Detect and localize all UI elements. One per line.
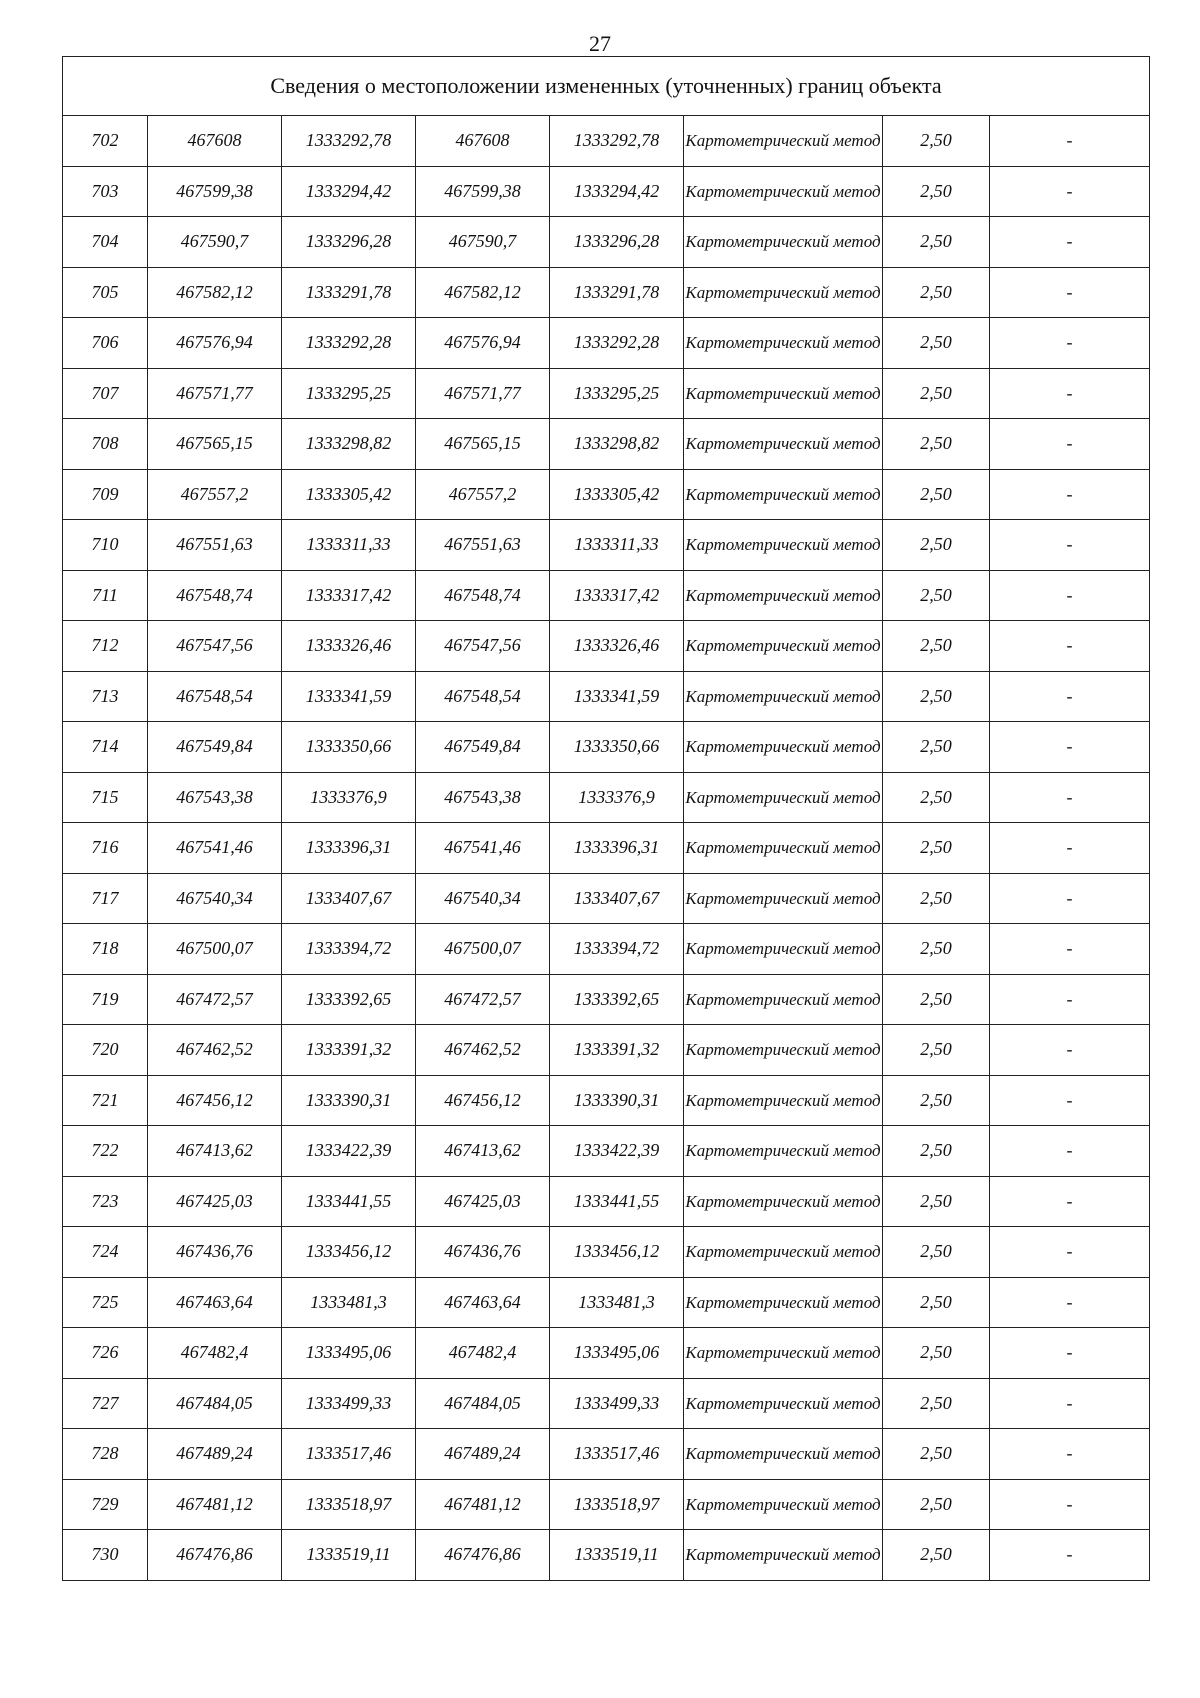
- y-old-cell: 1333298,82: [282, 419, 416, 470]
- x-old-cell: 467543,38: [148, 772, 282, 823]
- page-number: 27: [589, 31, 611, 56]
- x-new-cell: 467481,12: [416, 1479, 550, 1530]
- description-cell: -: [990, 823, 1150, 874]
- description-cell: -: [990, 1277, 1150, 1328]
- description-cell: -: [990, 217, 1150, 268]
- x-old-cell: 467500,07: [148, 924, 282, 975]
- x-new-cell: 467547,56: [416, 621, 550, 672]
- y-new-cell: 1333292,78: [550, 116, 684, 167]
- description-cell: -: [990, 570, 1150, 621]
- method-cell: Картометрический метод: [684, 217, 883, 268]
- x-old-cell: 467565,15: [148, 419, 282, 470]
- x-new-cell: 467541,46: [416, 823, 550, 874]
- accuracy-cell: 2,50: [883, 520, 990, 571]
- description-cell: -: [990, 722, 1150, 773]
- point-number-cell: 720: [63, 1025, 148, 1076]
- y-old-cell: 1333519,11: [282, 1530, 416, 1581]
- y-old-cell: 1333394,72: [282, 924, 416, 975]
- point-number-cell: 729: [63, 1479, 148, 1530]
- point-number-cell: 715: [63, 772, 148, 823]
- x-old-cell: 467482,4: [148, 1328, 282, 1379]
- x-old-cell: 467484,05: [148, 1378, 282, 1429]
- accuracy-cell: 2,50: [883, 116, 990, 167]
- point-number-cell: 709: [63, 469, 148, 520]
- point-number-cell: 728: [63, 1429, 148, 1480]
- y-old-cell: 1333292,28: [282, 318, 416, 369]
- description-cell: -: [990, 166, 1150, 217]
- accuracy-cell: 2,50: [883, 1075, 990, 1126]
- method-cell: Картометрический метод: [684, 520, 883, 571]
- x-old-cell: 467571,77: [148, 368, 282, 419]
- table-row: [63, 267, 1150, 318]
- point-number-cell: 711: [63, 570, 148, 621]
- x-new-cell: 467476,86: [416, 1530, 550, 1581]
- table-row: [63, 974, 1150, 1025]
- accuracy-cell: 2,50: [883, 318, 990, 369]
- table-row: [63, 722, 1150, 773]
- method-cell: Картометрический метод: [684, 772, 883, 823]
- x-old-cell: 467576,94: [148, 318, 282, 369]
- x-new-cell: 467543,38: [416, 772, 550, 823]
- x-old-cell: 467413,62: [148, 1126, 282, 1177]
- x-new-cell: 467590,7: [416, 217, 550, 268]
- y-old-cell: 1333294,42: [282, 166, 416, 217]
- point-number-cell: 706: [63, 318, 148, 369]
- method-cell: Картометрический метод: [684, 116, 883, 167]
- x-old-cell: 467489,24: [148, 1429, 282, 1480]
- table-row: [63, 116, 1150, 167]
- point-number-cell: 717: [63, 873, 148, 924]
- method-cell: Картометрический метод: [684, 1429, 883, 1480]
- description-cell: -: [990, 1378, 1150, 1429]
- x-old-cell: 467547,56: [148, 621, 282, 672]
- point-number-cell: 702: [63, 116, 148, 167]
- x-old-cell: 467599,38: [148, 166, 282, 217]
- method-cell: Картометрический метод: [684, 873, 883, 924]
- y-new-cell: 1333396,31: [550, 823, 684, 874]
- x-new-cell: 467425,03: [416, 1176, 550, 1227]
- table-row: [63, 1227, 1150, 1278]
- method-cell: Картометрический метод: [684, 1530, 883, 1581]
- y-old-cell: 1333422,39: [282, 1126, 416, 1177]
- y-old-cell: 1333499,33: [282, 1378, 416, 1429]
- accuracy-cell: 2,50: [883, 1277, 990, 1328]
- description-cell: -: [990, 116, 1150, 167]
- x-old-cell: 467540,34: [148, 873, 282, 924]
- y-new-cell: 1333495,06: [550, 1328, 684, 1379]
- x-new-cell: 467413,62: [416, 1126, 550, 1177]
- y-new-cell: 1333298,82: [550, 419, 684, 470]
- y-new-cell: 1333390,31: [550, 1075, 684, 1126]
- y-old-cell: 1333376,9: [282, 772, 416, 823]
- y-new-cell: 1333292,28: [550, 318, 684, 369]
- y-old-cell: 1333481,3: [282, 1277, 416, 1328]
- description-cell: -: [990, 974, 1150, 1025]
- description-cell: -: [990, 671, 1150, 722]
- x-new-cell: 467571,77: [416, 368, 550, 419]
- y-new-cell: 1333392,65: [550, 974, 684, 1025]
- y-old-cell: 1333441,55: [282, 1176, 416, 1227]
- point-number-cell: 719: [63, 974, 148, 1025]
- point-number-cell: 723: [63, 1176, 148, 1227]
- y-old-cell: 1333517,46: [282, 1429, 416, 1480]
- table-row: [63, 671, 1150, 722]
- description-cell: -: [990, 1530, 1150, 1581]
- x-new-cell: 467462,52: [416, 1025, 550, 1076]
- y-new-cell: 1333311,33: [550, 520, 684, 571]
- description-cell: -: [990, 621, 1150, 672]
- accuracy-cell: 2,50: [883, 722, 990, 773]
- x-new-cell: 467551,63: [416, 520, 550, 571]
- description-cell: -: [990, 318, 1150, 369]
- y-new-cell: 1333326,46: [550, 621, 684, 672]
- method-cell: Картометрический метод: [684, 1025, 883, 1076]
- accuracy-cell: 2,50: [883, 570, 990, 621]
- x-new-cell: 467482,4: [416, 1328, 550, 1379]
- description-cell: -: [990, 772, 1150, 823]
- accuracy-cell: 2,50: [883, 1328, 990, 1379]
- x-old-cell: 467425,03: [148, 1176, 282, 1227]
- description-cell: -: [990, 1429, 1150, 1480]
- x-new-cell: 467540,34: [416, 873, 550, 924]
- y-new-cell: 1333291,78: [550, 267, 684, 318]
- y-new-cell: 1333499,33: [550, 1378, 684, 1429]
- description-cell: -: [990, 419, 1150, 470]
- x-new-cell: 467548,54: [416, 671, 550, 722]
- description-cell: -: [990, 1075, 1150, 1126]
- accuracy-cell: 2,50: [883, 1479, 990, 1530]
- x-old-cell: 467481,12: [148, 1479, 282, 1530]
- y-old-cell: 1333390,31: [282, 1075, 416, 1126]
- x-new-cell: 467549,84: [416, 722, 550, 773]
- x-old-cell: 467551,63: [148, 520, 282, 571]
- y-new-cell: 1333317,42: [550, 570, 684, 621]
- accuracy-cell: 2,50: [883, 671, 990, 722]
- x-old-cell: 467476,86: [148, 1530, 282, 1581]
- description-cell: -: [990, 1176, 1150, 1227]
- y-new-cell: 1333407,67: [550, 873, 684, 924]
- table-row: [63, 166, 1150, 217]
- method-cell: Картометрический метод: [684, 1328, 883, 1379]
- y-old-cell: 1333305,42: [282, 469, 416, 520]
- accuracy-cell: 2,50: [883, 823, 990, 874]
- table-row: [63, 570, 1150, 621]
- point-number-cell: 726: [63, 1328, 148, 1379]
- accuracy-cell: 2,50: [883, 419, 990, 470]
- description-cell: -: [990, 1126, 1150, 1177]
- method-cell: Картометрический метод: [684, 671, 883, 722]
- y-old-cell: 1333391,32: [282, 1025, 416, 1076]
- table-row: [63, 318, 1150, 369]
- y-old-cell: 1333392,65: [282, 974, 416, 1025]
- y-old-cell: 1333350,66: [282, 722, 416, 773]
- point-number-cell: 724: [63, 1227, 148, 1278]
- y-new-cell: 1333517,46: [550, 1429, 684, 1480]
- point-number-cell: 722: [63, 1126, 148, 1177]
- table-row: [63, 419, 1150, 470]
- point-number-cell: 725: [63, 1277, 148, 1328]
- y-new-cell: 1333341,59: [550, 671, 684, 722]
- table-row: [63, 1126, 1150, 1177]
- y-old-cell: 1333317,42: [282, 570, 416, 621]
- y-new-cell: 1333456,12: [550, 1227, 684, 1278]
- accuracy-cell: 2,50: [883, 1126, 990, 1177]
- accuracy-cell: 2,50: [883, 924, 990, 975]
- method-cell: Картометрический метод: [684, 469, 883, 520]
- y-new-cell: 1333376,9: [550, 772, 684, 823]
- y-old-cell: 1333296,28: [282, 217, 416, 268]
- table-row: [63, 1277, 1150, 1328]
- table-row: [63, 1429, 1150, 1480]
- point-number-cell: 705: [63, 267, 148, 318]
- y-old-cell: 1333291,78: [282, 267, 416, 318]
- y-old-cell: 1333341,59: [282, 671, 416, 722]
- y-old-cell: 1333295,25: [282, 368, 416, 419]
- y-old-cell: 1333311,33: [282, 520, 416, 571]
- y-old-cell: 1333518,97: [282, 1479, 416, 1530]
- accuracy-cell: 2,50: [883, 1378, 990, 1429]
- method-cell: Картометрический метод: [684, 318, 883, 369]
- x-new-cell: 467565,15: [416, 419, 550, 470]
- x-old-cell: 467463,64: [148, 1277, 282, 1328]
- x-old-cell: 467548,54: [148, 671, 282, 722]
- table-title-row: [63, 57, 1150, 116]
- table-row: [63, 1328, 1150, 1379]
- y-old-cell: 1333326,46: [282, 621, 416, 672]
- x-old-cell: 467608: [148, 116, 282, 167]
- table-row: [63, 1378, 1150, 1429]
- x-new-cell: 467599,38: [416, 166, 550, 217]
- y-old-cell: 1333495,06: [282, 1328, 416, 1379]
- accuracy-cell: 2,50: [883, 166, 990, 217]
- table-body: [63, 57, 1150, 1581]
- description-cell: -: [990, 267, 1150, 318]
- method-cell: Картометрический метод: [684, 722, 883, 773]
- accuracy-cell: 2,50: [883, 621, 990, 672]
- description-cell: -: [990, 368, 1150, 419]
- x-new-cell: 467489,24: [416, 1429, 550, 1480]
- x-old-cell: 467456,12: [148, 1075, 282, 1126]
- x-new-cell: 467582,12: [416, 267, 550, 318]
- description-cell: -: [990, 1328, 1150, 1379]
- method-cell: Картометрический метод: [684, 368, 883, 419]
- point-number-cell: 708: [63, 419, 148, 470]
- table-row: [63, 873, 1150, 924]
- accuracy-cell: 2,50: [883, 368, 990, 419]
- description-cell: -: [990, 924, 1150, 975]
- y-new-cell: 1333481,3: [550, 1277, 684, 1328]
- y-old-cell: 1333292,78: [282, 116, 416, 167]
- description-cell: -: [990, 469, 1150, 520]
- y-old-cell: 1333396,31: [282, 823, 416, 874]
- method-cell: Картометрический метод: [684, 1176, 883, 1227]
- x-old-cell: 467549,84: [148, 722, 282, 773]
- y-old-cell: 1333407,67: [282, 873, 416, 924]
- point-number-cell: 721: [63, 1075, 148, 1126]
- table-row: [63, 1075, 1150, 1126]
- method-cell: Картометрический метод: [684, 621, 883, 672]
- y-new-cell: 1333519,11: [550, 1530, 684, 1581]
- point-number-cell: 704: [63, 217, 148, 268]
- point-number-cell: 716: [63, 823, 148, 874]
- accuracy-cell: 2,50: [883, 1176, 990, 1227]
- x-old-cell: 467590,7: [148, 217, 282, 268]
- accuracy-cell: 2,50: [883, 1025, 990, 1076]
- point-number-cell: 703: [63, 166, 148, 217]
- point-number-cell: 727: [63, 1378, 148, 1429]
- y-new-cell: 1333422,39: [550, 1126, 684, 1177]
- y-new-cell: 1333391,32: [550, 1025, 684, 1076]
- method-cell: Картометрический метод: [684, 1227, 883, 1278]
- accuracy-cell: 2,50: [883, 469, 990, 520]
- x-new-cell: 467608: [416, 116, 550, 167]
- y-new-cell: 1333441,55: [550, 1176, 684, 1227]
- y-old-cell: 1333456,12: [282, 1227, 416, 1278]
- method-cell: Картометрический метод: [684, 1075, 883, 1126]
- description-cell: -: [990, 1479, 1150, 1530]
- method-cell: Картометрический метод: [684, 1277, 883, 1328]
- x-new-cell: 467436,76: [416, 1227, 550, 1278]
- x-old-cell: 467541,46: [148, 823, 282, 874]
- accuracy-cell: 2,50: [883, 217, 990, 268]
- accuracy-cell: 2,50: [883, 1530, 990, 1581]
- table-row: [63, 217, 1150, 268]
- boundary-coordinates-table: [62, 56, 1150, 1581]
- description-cell: -: [990, 873, 1150, 924]
- y-new-cell: 1333294,42: [550, 166, 684, 217]
- table-title: Сведения о местоположении измененных (уточненных) границ объекта: [63, 57, 1150, 116]
- x-new-cell: 467463,64: [416, 1277, 550, 1328]
- point-number-cell: 707: [63, 368, 148, 419]
- method-cell: Картометрический метод: [684, 1378, 883, 1429]
- method-cell: Картометрический метод: [684, 267, 883, 318]
- x-new-cell: 467472,57: [416, 974, 550, 1025]
- accuracy-cell: 2,50: [883, 1227, 990, 1278]
- table-row: [63, 772, 1150, 823]
- description-cell: -: [990, 1025, 1150, 1076]
- x-old-cell: 467582,12: [148, 267, 282, 318]
- x-old-cell: 467462,52: [148, 1025, 282, 1076]
- y-new-cell: 1333394,72: [550, 924, 684, 975]
- method-cell: Картометрический метод: [684, 1126, 883, 1177]
- x-new-cell: 467500,07: [416, 924, 550, 975]
- x-old-cell: 467557,2: [148, 469, 282, 520]
- x-old-cell: 467548,74: [148, 570, 282, 621]
- description-cell: -: [990, 520, 1150, 571]
- y-new-cell: 1333305,42: [550, 469, 684, 520]
- table-row: [63, 520, 1150, 571]
- table-row: [63, 1479, 1150, 1530]
- table-row: [63, 621, 1150, 672]
- point-number-cell: 714: [63, 722, 148, 773]
- table-row: [63, 1530, 1150, 1581]
- point-number-cell: 710: [63, 520, 148, 571]
- x-new-cell: 467456,12: [416, 1075, 550, 1126]
- table-row: [63, 469, 1150, 520]
- point-number-cell: 713: [63, 671, 148, 722]
- method-cell: Картометрический метод: [684, 924, 883, 975]
- table-row: [63, 924, 1150, 975]
- accuracy-cell: 2,50: [883, 267, 990, 318]
- table-row: [63, 1025, 1150, 1076]
- method-cell: Картометрический метод: [684, 1479, 883, 1530]
- description-cell: -: [990, 1227, 1150, 1278]
- x-old-cell: 467436,76: [148, 1227, 282, 1278]
- x-new-cell: 467484,05: [416, 1378, 550, 1429]
- point-number-cell: 712: [63, 621, 148, 672]
- accuracy-cell: 2,50: [883, 974, 990, 1025]
- x-new-cell: 467548,74: [416, 570, 550, 621]
- accuracy-cell: 2,50: [883, 772, 990, 823]
- point-number-cell: 730: [63, 1530, 148, 1581]
- method-cell: Картометрический метод: [684, 419, 883, 470]
- method-cell: Картометрический метод: [684, 974, 883, 1025]
- method-cell: Картометрический метод: [684, 166, 883, 217]
- table-row: [63, 368, 1150, 419]
- method-cell: Картометрический метод: [684, 823, 883, 874]
- accuracy-cell: 2,50: [883, 873, 990, 924]
- y-new-cell: 1333295,25: [550, 368, 684, 419]
- x-new-cell: 467576,94: [416, 318, 550, 369]
- x-new-cell: 467557,2: [416, 469, 550, 520]
- y-new-cell: 1333518,97: [550, 1479, 684, 1530]
- y-new-cell: 1333296,28: [550, 217, 684, 268]
- table-row: [63, 1176, 1150, 1227]
- accuracy-cell: 2,50: [883, 1429, 990, 1480]
- y-new-cell: 1333350,66: [550, 722, 684, 773]
- point-number-cell: 718: [63, 924, 148, 975]
- table-row: [63, 823, 1150, 874]
- method-cell: Картометрический метод: [684, 570, 883, 621]
- x-old-cell: 467472,57: [148, 974, 282, 1025]
